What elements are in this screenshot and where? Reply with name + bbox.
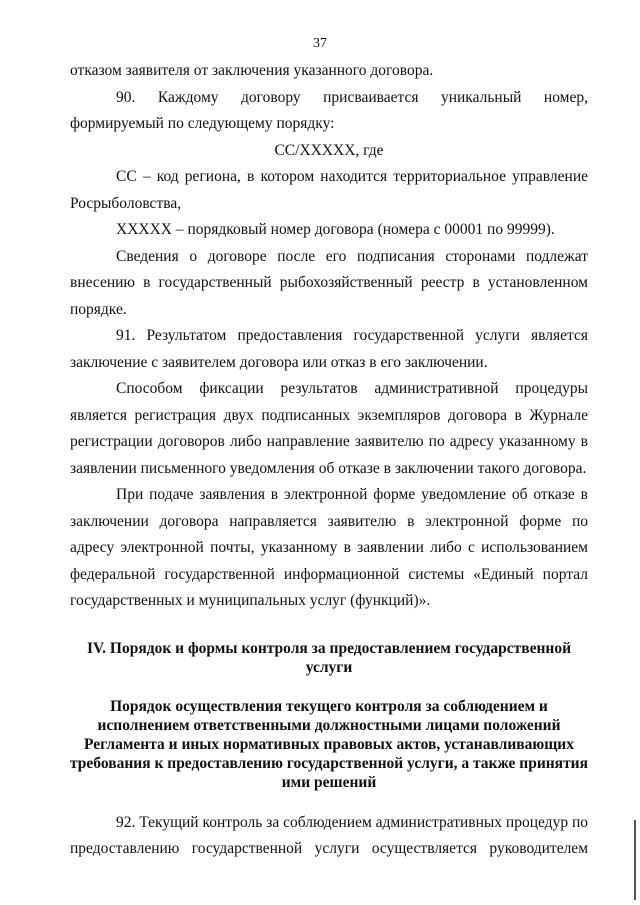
paragraph-xxxxx-definition: ХХХХХ – порядковый номер договора (номера с 00001 по 99999). xyxy=(116,221,555,238)
scan-edge-mark xyxy=(634,820,636,900)
paragraph-continuation: отказом заявителя от заключения указанного договора. xyxy=(70,62,434,79)
paragraph-registry: Сведения о договоре после его подписания сторонами подлежат внесению в государственный рыбохозяйственный реестр в установленном порядке. xyxy=(70,247,588,318)
page-number: 37 xyxy=(313,36,327,51)
paragraph-90: 90. Каждому договору присваивается уникальный номер, формируемый по следующему порядку: xyxy=(70,88,588,132)
paragraph-fixation: Способом фиксации результатов административной процедуры является регистрация двух подписанных экземпляров договора в Журнале регистрации договоров либо направление заявителю по адресу указанному в заявлении письменного уведомления об отказе в заключении такого договора. xyxy=(70,380,588,477)
paragraph-91: 91. Результатом предоставления государственной услуги является заключение с заявителем договора или отказ в его заключении. xyxy=(70,327,588,371)
paragraph-92: 92. Текущий контроль за соблюдением административных процедур по предоставлению государственной услуги осуществляется руководителем xyxy=(70,813,588,857)
paragraph-cc-definition: СС – код региона, в котором находится территориальное управление Росрыболовства, xyxy=(70,168,588,212)
section-heading: IV. Порядок и формы контроля за предоставлением государственной услуги xyxy=(86,639,572,676)
document-body xyxy=(70,58,588,863)
paragraph-electronic: При подаче заявления в электронной форме уведомление об отказе в заключении договора направляется заявителю в электронной форме по адресу электронной почты, указанному в заявлении либо с использованием федеральной государственной информационной системы «Единый портал государственных и муниципальных услуг (функций)». xyxy=(70,486,588,609)
number-format: СС/ХХХХХ, где xyxy=(274,141,384,159)
subsection-heading: Порядок осуществления текущего контроля за соблюдением и исполнением ответственными должностными лицами положений Регламента и иных нормативных правовых актов, устанавливающих требования к предоставлению государственной услуги, а также принятия ими решений xyxy=(70,697,589,791)
